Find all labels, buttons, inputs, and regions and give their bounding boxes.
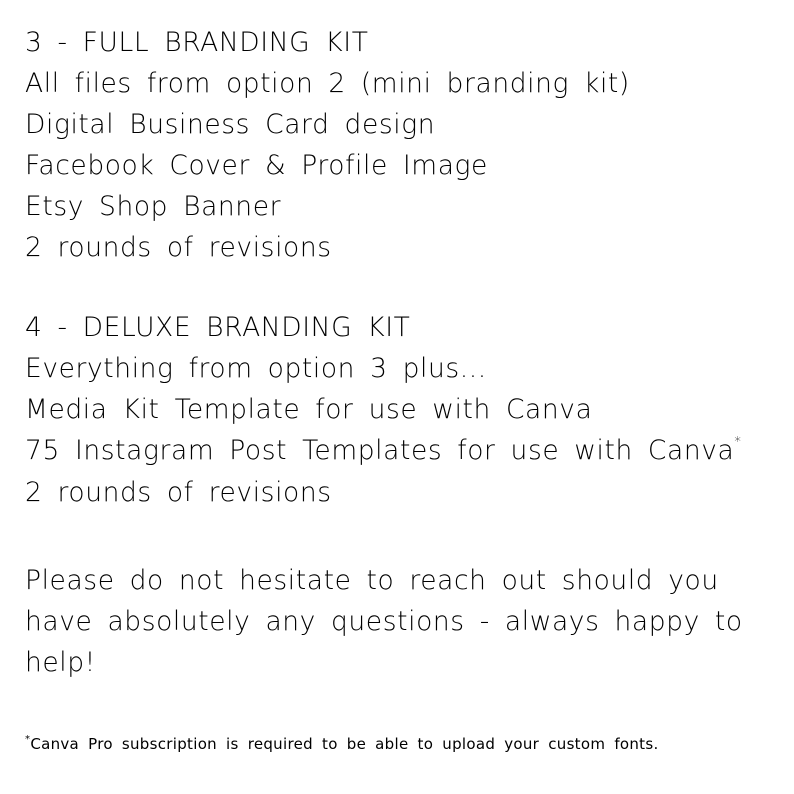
section4-item-text: 75 Instagram Post Templates for use with Canva — [25, 435, 735, 466]
section4-item — [25, 435, 742, 466]
asterisk-marker: * — [734, 435, 742, 450]
closing-line: Please do not hesitate to reach out should you — [25, 565, 719, 596]
closing-line: help! — [25, 647, 96, 678]
section3-title: 3 - FULL BRANDING KIT — [25, 27, 369, 58]
section4-item: 2 rounds of revisions — [25, 477, 332, 508]
section3-item: 2 rounds of revisions — [25, 232, 332, 263]
footnote-text: Canva Pro subscription is required to be able to upload your custom fonts. — [30, 735, 659, 753]
section4-item: Everything from option 3 plus... — [25, 353, 487, 384]
section3-item: All files from option 2 (mini branding kit) — [25, 68, 630, 99]
section3-item: Digital Business Card design — [25, 109, 436, 140]
section3-item: Facebook Cover & Profile Image — [25, 150, 488, 181]
footnote — [25, 735, 659, 753]
section4-item: Media Kit Template for use with Canva — [25, 394, 593, 425]
footnote-asterisk: * — [25, 734, 31, 745]
section3-item: Etsy Shop Banner — [25, 191, 282, 222]
section4-title: 4 - DELUXE BRANDING KIT — [25, 312, 411, 343]
closing-line: have absolutely any questions - always happy to — [25, 606, 743, 637]
